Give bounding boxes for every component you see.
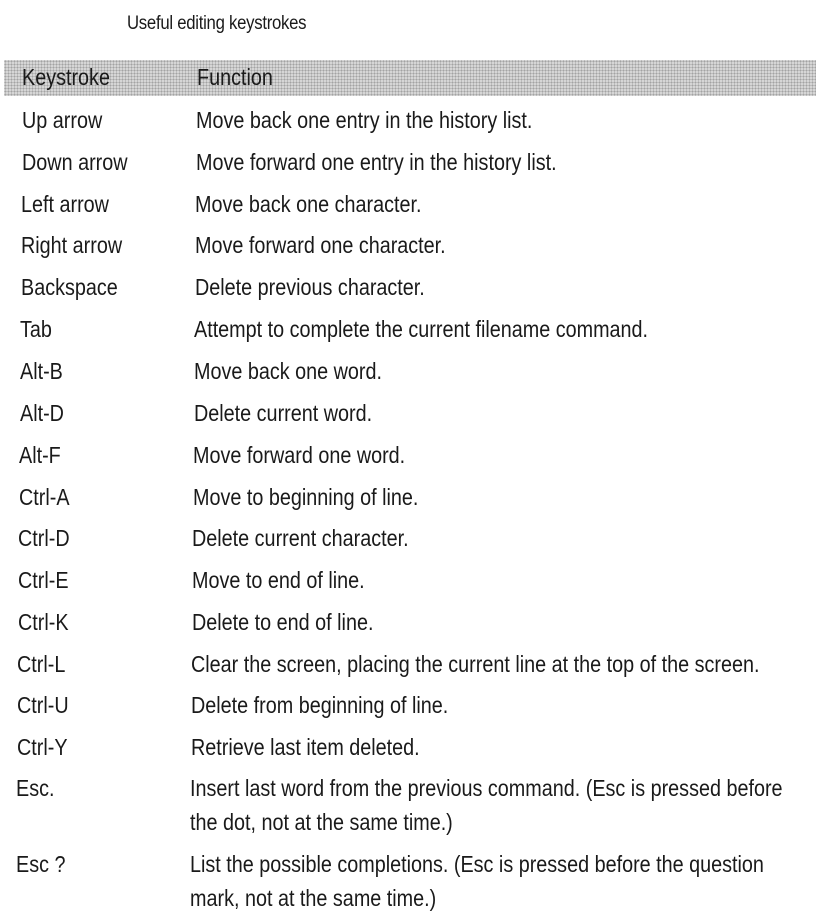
keystroke-cell: Backspace (21, 274, 118, 300)
keystroke-cell: Alt-B (20, 358, 63, 384)
function-cell: Delete from beginning of line. (191, 692, 449, 718)
header-keystroke: Keystroke (22, 64, 110, 90)
function-cell: mark, not at the same time.) (190, 885, 437, 911)
function-cell: Delete previous character. (195, 274, 425, 300)
table-header-band (4, 60, 816, 96)
function-cell: Move to end of line. (192, 567, 365, 593)
function-cell: Move back one entry in the history list. (196, 107, 533, 133)
keystroke-cell: Ctrl-U (17, 692, 69, 718)
function-cell: Move forward one word. (193, 442, 406, 468)
function-cell: Move back one character. (195, 191, 422, 217)
function-cell: Move forward one character. (195, 232, 446, 258)
function-cell: Insert last word from the previous command. (Esc is pressed before (190, 775, 783, 801)
keystroke-cell: Ctrl-L (17, 651, 66, 677)
keystroke-cell: Alt-D (20, 400, 64, 426)
function-cell: List the possible completions. (Esc is pressed before the question (190, 851, 764, 877)
keystroke-cell: Ctrl-A (19, 484, 70, 510)
keystroke-cell: Alt-F (19, 442, 61, 468)
keystroke-cell: Esc ? (16, 851, 66, 877)
function-cell: Clear the screen, placing the current line at the top of the screen. (191, 651, 760, 677)
keystroke-cell: Ctrl-K (18, 609, 69, 635)
keystroke-cell: Ctrl-Y (17, 734, 68, 760)
table-caption: Useful editing keystrokes (127, 13, 307, 34)
keystroke-cell: Left arrow (21, 191, 109, 217)
header-function: Function (197, 64, 273, 90)
function-cell: Retrieve last item deleted. (191, 734, 420, 760)
function-cell: Move forward one entry in the history list. (196, 149, 557, 175)
keystroke-cell: Up arrow (22, 107, 103, 133)
keystroke-cell: Ctrl-E (18, 567, 69, 593)
keystroke-cell: Esc. (16, 775, 55, 801)
function-cell: Delete current word. (194, 400, 373, 426)
function-cell: the dot, not at the same time.) (190, 809, 453, 835)
keystroke-cell: Tab (20, 316, 52, 342)
keystroke-cell: Right arrow (21, 232, 123, 258)
function-cell: Move to beginning of line. (193, 484, 419, 510)
keystroke-cell: Down arrow (22, 149, 128, 175)
function-cell: Attempt to complete the current filename command. (194, 316, 649, 342)
function-cell: Delete to end of line. (192, 609, 374, 635)
function-cell: Delete current character. (192, 525, 409, 551)
keystroke-cell: Ctrl-D (18, 525, 70, 551)
function-cell: Move back one word. (194, 358, 383, 384)
